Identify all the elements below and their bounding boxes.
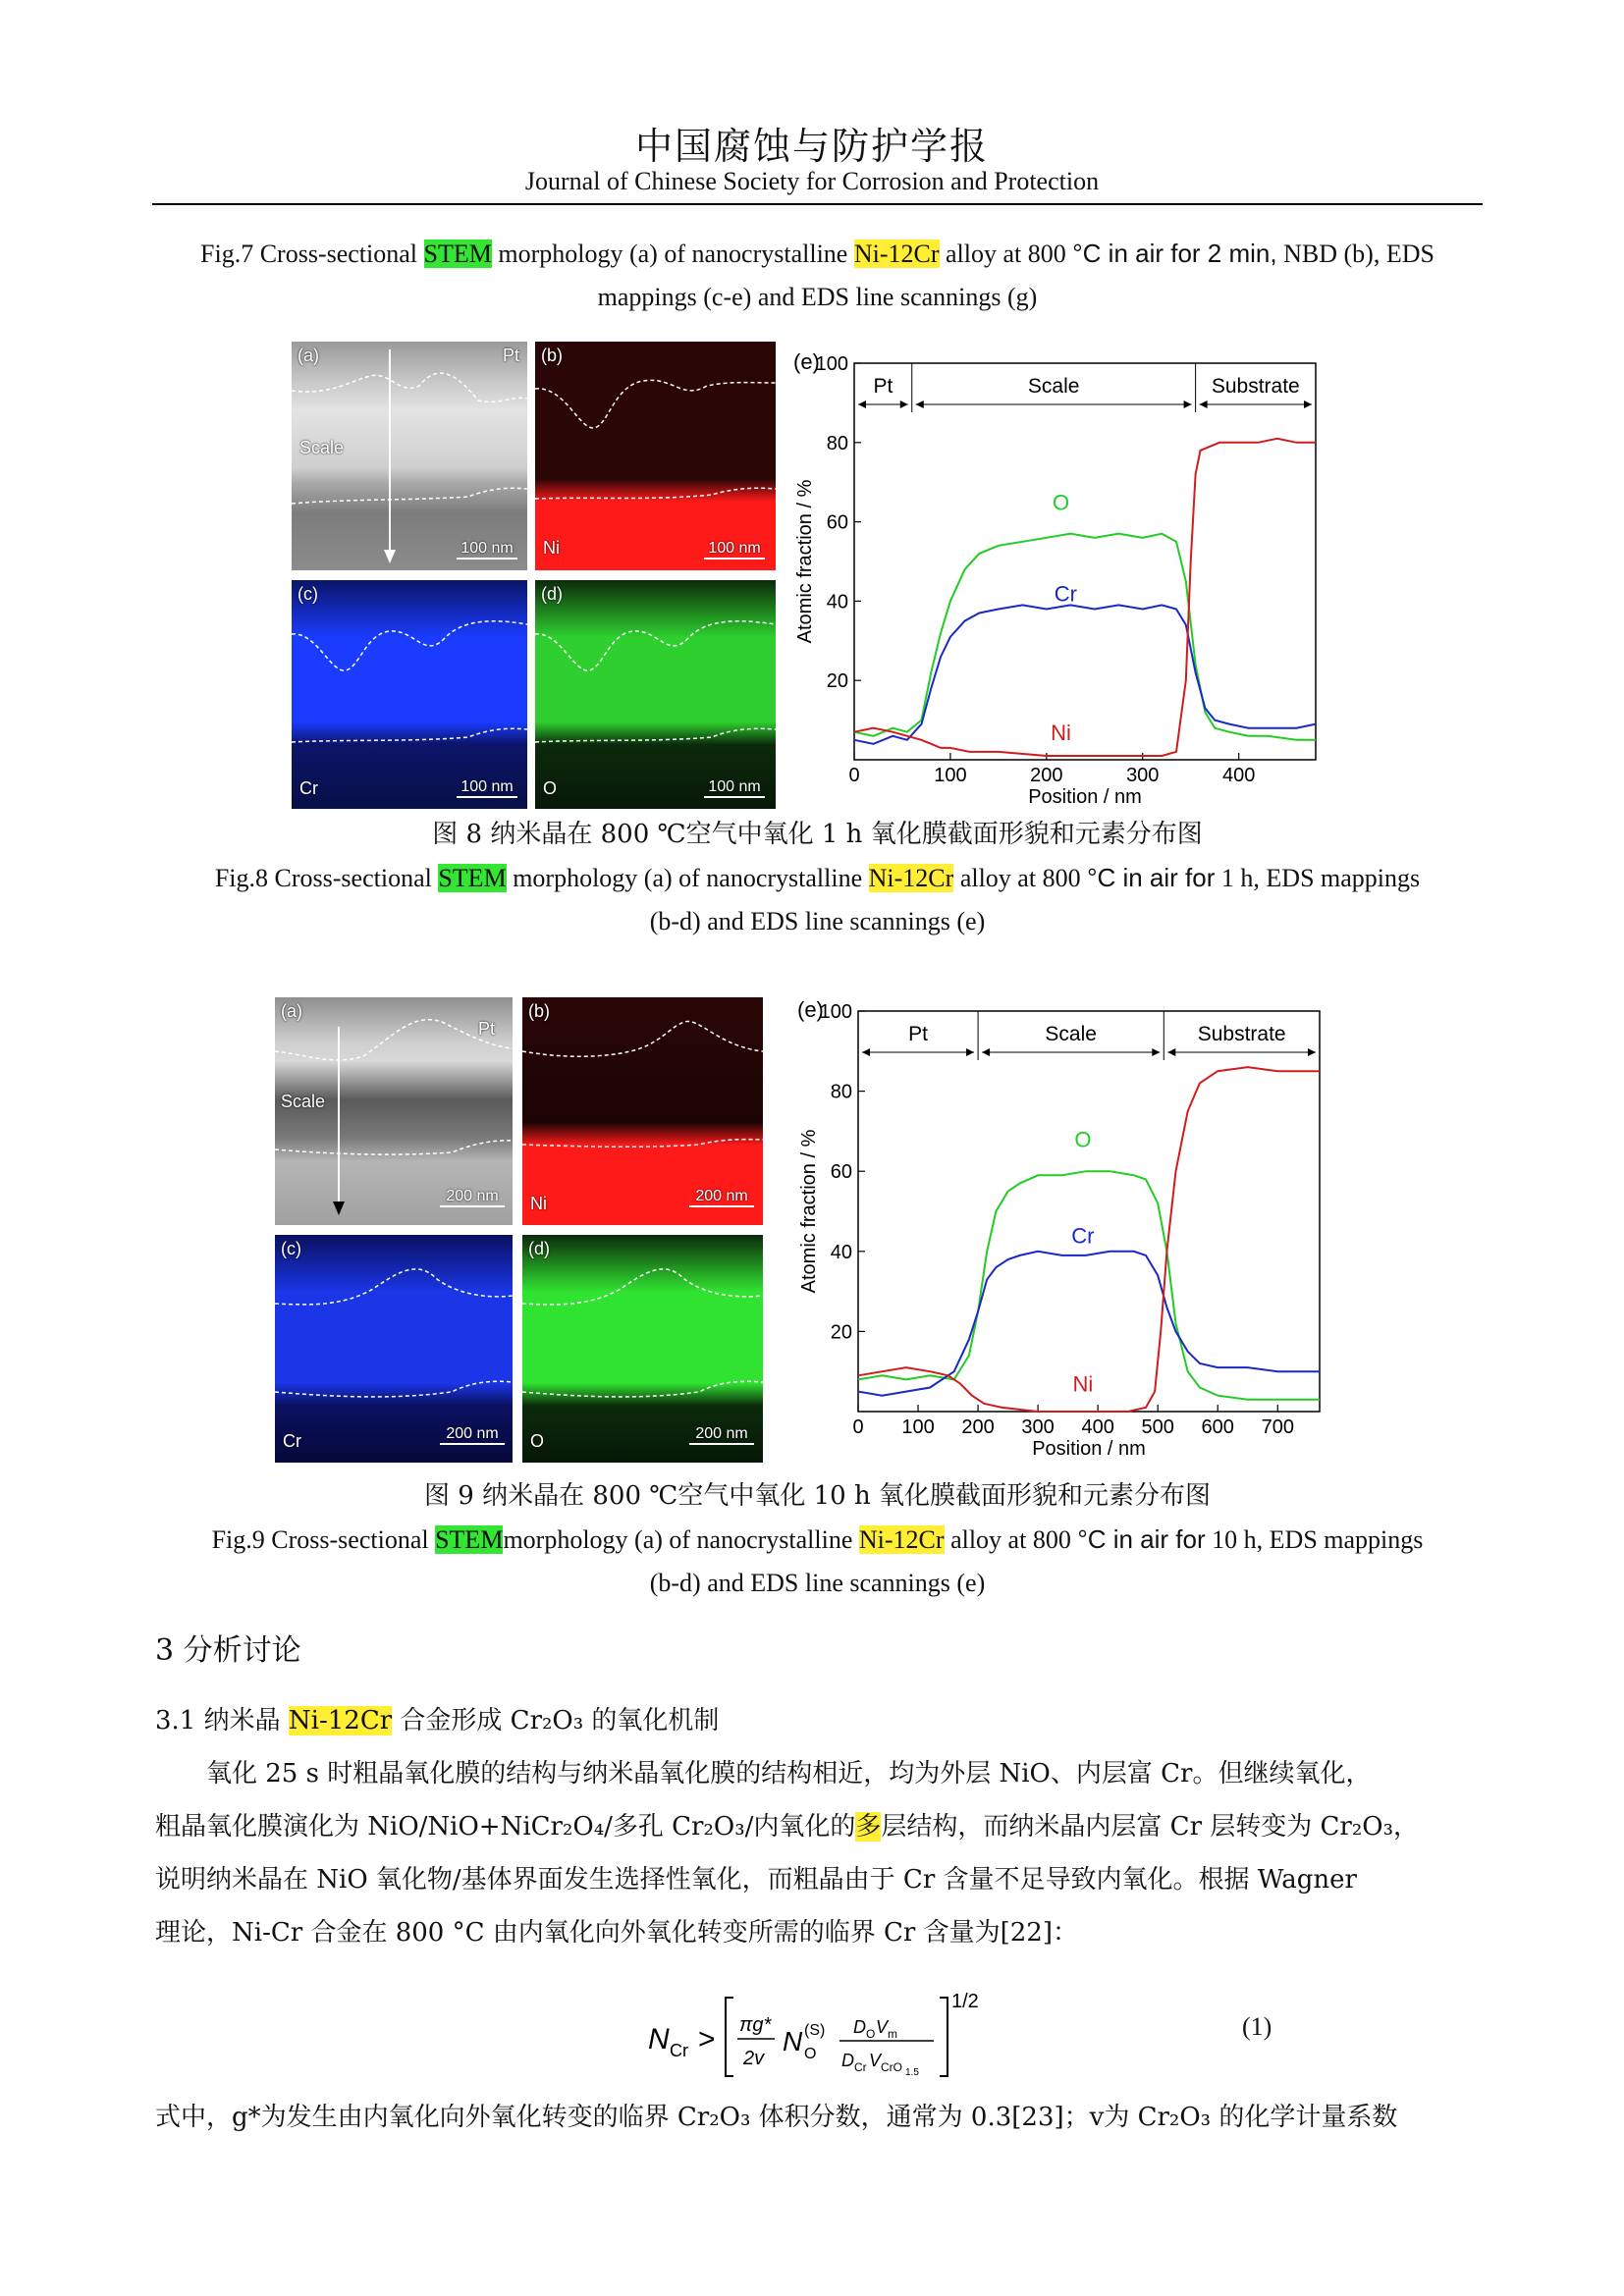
section-heading: 3 分析讨论 — [155, 1633, 301, 1668]
region-arrow-head — [1184, 400, 1192, 408]
x-tick-label: 100 — [901, 1416, 935, 1438]
panel-label-b: (b) — [528, 1001, 550, 1021]
label-pt: Pt — [502, 346, 519, 365]
svg-text:V: V — [869, 2051, 882, 2070]
x-tick-label: 300 — [1021, 1416, 1055, 1438]
svg-text:N: N — [783, 2026, 803, 2056]
svg-text:Cr: Cr — [670, 2041, 688, 2060]
series-line-o — [858, 1171, 1320, 1400]
y-tick-label: 80 — [830, 1081, 852, 1103]
journal-title-cn: 中国腐蚀与防护学报 — [634, 125, 989, 168]
region-label-scale: Scale — [1027, 375, 1080, 398]
region-label-substrate: Substrate — [1197, 1023, 1286, 1045]
journal-title-en: Journal of Chinese Society for Corrosion and Protection — [524, 167, 1100, 195]
x-tick-label: 0 — [848, 765, 860, 786]
plot-frame — [858, 1011, 1320, 1412]
x-tick-label: 0 — [852, 1416, 864, 1438]
x-tick-label: 200 — [961, 1416, 995, 1438]
label-scale: Scale — [281, 1092, 326, 1111]
y-axis-label: Atomic fraction / % — [794, 479, 816, 644]
label-scale: Scale — [299, 438, 345, 457]
fig9-panel-b-ni-map — [522, 997, 763, 1225]
svg-text:m: m — [888, 2027, 897, 2041]
fig9-panel-c-cr-map — [275, 1235, 513, 1463]
region-label-pt: Pt — [908, 1023, 928, 1045]
svg-text:2v: 2v — [743, 2048, 765, 2069]
label-o: O — [543, 778, 558, 798]
y-tick-label: 80 — [826, 432, 848, 454]
region-arrow-head — [966, 1048, 974, 1056]
x-tick-label: 200 — [1030, 765, 1063, 786]
series-line-cr — [854, 605, 1316, 743]
svg-text:O: O — [804, 2046, 817, 2062]
scale-bar: 100 nm — [457, 778, 517, 798]
svg-text:V: V — [876, 2017, 889, 2037]
scale-bar: 200 nm — [440, 1425, 505, 1445]
scale-bar: 100 nm — [704, 778, 765, 798]
region-arrow-head — [1308, 1048, 1316, 1056]
highlight-stem: STEM — [438, 864, 507, 892]
paragraph-line-4: 理论，Ni-Cr 合金在 800 °C 由内氧化向外氧化转变所需的临界 Cr 含量为[22]： — [155, 1918, 1078, 1948]
svg-text:D: D — [841, 2051, 854, 2070]
panel-label-e: (e) — [793, 349, 820, 374]
highlight-stem: STEM — [435, 1525, 504, 1554]
x-axis-label: Position / nm — [1032, 1438, 1146, 1460]
fig9-line-scan-chart — [762, 995, 1351, 1467]
series-label-cr: Cr — [1071, 1223, 1095, 1249]
label-cr: Cr — [299, 778, 318, 798]
x-tick-label: 300 — [1126, 765, 1160, 786]
panel-label-d: (d) — [528, 1239, 550, 1258]
paragraph-line-2: 粗晶氧化膜演化为 NiO/NiO+NiCr₂O₄/多孔 Cr₂O₃/内氧化的多层结构，而纳米晶内层富 Cr 层转变为 Cr₂O₃， — [155, 1812, 1420, 1842]
fig9-caption-en: Fig.9 Cross-sectional STEMmorphology (a) of nanocrystalline Ni-12Cr alloy at 800 °C in air for 10 h, EDS mappings (b-d) and EDS line scannings (e) — [211, 1524, 1424, 1597]
y-tick-label: 60 — [826, 511, 848, 534]
panel-label-d: (d) — [541, 584, 563, 604]
y-tick-label: 40 — [830, 1241, 852, 1263]
panel-label-c: (c) — [281, 1239, 301, 1258]
label-ni: Ni — [543, 538, 560, 558]
series-line-o — [854, 534, 1316, 740]
fig8-panel-c-cr-map — [292, 580, 527, 809]
region-arrow-head — [1304, 400, 1312, 408]
svg-text:(S): (S) — [804, 2022, 826, 2039]
label-cr: Cr — [283, 1431, 301, 1451]
svg-text:CrO: CrO — [881, 2060, 902, 2074]
fig9-caption-cn: 图 9 纳米晶在 800 ℃空气中氧化 10 h 氧化膜截面形貌和元素分布图 — [424, 1481, 1211, 1511]
svg-text:>: > — [698, 2023, 716, 2056]
y-tick-label: 100 — [815, 353, 848, 375]
paragraph-line-1: 氧化 25 s 时粗晶氧化膜的结构与纳米晶氧化膜的结构相近，均为外层 NiO、内层富 Cr。但继续氧化， — [206, 1759, 1372, 1789]
scale-bar: 200 nm — [440, 1188, 505, 1207]
svg-text:πg*: πg* — [739, 2014, 772, 2036]
plot-frame — [854, 363, 1316, 760]
region-arrow-head — [1200, 400, 1208, 408]
region-arrow-head — [1152, 1048, 1160, 1056]
panel-label-e: (e) — [797, 997, 824, 1022]
region-arrow-head — [1167, 1048, 1175, 1056]
fig9-stem-panels — [275, 997, 763, 1463]
y-tick-label: 60 — [830, 1161, 852, 1184]
series-label-ni: Ni — [1051, 720, 1071, 745]
x-axis-label: Position / nm — [1028, 786, 1142, 808]
paragraph-line-3: 说明纳米晶在 NiO 氧化物/基体界面发生选择性氧化，而粗晶由于 Cr 含量不足导致内氧化。根据 Wagner — [155, 1865, 1357, 1895]
y-tick-label: 20 — [830, 1321, 852, 1344]
highlight-stem: STEM — [423, 240, 492, 268]
panel-label-a: (a) — [298, 346, 319, 365]
svg-text:Cr: Cr — [854, 2060, 867, 2074]
series-label-ni: Ni — [1072, 1371, 1094, 1397]
label-o: O — [530, 1431, 545, 1451]
equation-1 — [643, 1978, 1016, 2086]
svg-text:O: O — [866, 2027, 876, 2041]
series-label-cr: Cr — [1054, 581, 1078, 607]
fig8-panel-d-o-map — [535, 580, 776, 809]
x-tick-label: 400 — [1081, 1416, 1114, 1438]
header-rule — [152, 203, 1483, 205]
fig8-panel-a — [292, 342, 527, 570]
panel-label-b: (b) — [541, 346, 563, 365]
y-tick-label: 40 — [826, 591, 848, 614]
fig8-stem-panels — [292, 342, 776, 809]
fig8-caption-cn: 图 8 纳米晶在 800 ℃空气中氧化 1 h 氧化膜截面形貌和元素分布图 — [432, 820, 1203, 849]
panel-label-c: (c) — [298, 584, 318, 604]
equation-number: (1) — [1242, 2012, 1272, 2041]
y-tick-label: 20 — [826, 670, 848, 693]
svg-text:N: N — [648, 2023, 670, 2056]
label-pt: Pt — [477, 1019, 495, 1039]
x-tick-label: 700 — [1261, 1416, 1294, 1438]
x-tick-label: 600 — [1201, 1416, 1234, 1438]
scale-bar: 100 nm — [457, 540, 517, 560]
fig7-caption: Fig.7 Cross-sectional STEM morphology (a) of nanocrystalline Ni-12Cr alloy at 800 °C in air for 2 min, NBD (b), EDS mappings (c-e) and EDS line scannings (g) — [200, 239, 1435, 311]
label-ni: Ni — [530, 1194, 547, 1213]
highlight-alloy: Ni-12Cr — [858, 1525, 945, 1554]
y-tick-label: 100 — [819, 1001, 852, 1023]
paragraph-line-5: 式中，g*为发生由内氧化向外氧化转变的临界 Cr₂O₃ 体积分数，通常为 0.3[23]；v为 Cr₂O₃ 的化学计量系数 — [155, 2103, 1398, 2132]
series-label-o: O — [1074, 1127, 1092, 1152]
svg-text:1.5: 1.5 — [905, 2067, 919, 2078]
series-label-o: O — [1052, 490, 1070, 515]
highlight-alloy: Ni-12Cr — [853, 240, 940, 268]
scale-bar: 200 nm — [689, 1188, 754, 1207]
svg-text:1/2: 1/2 — [951, 1991, 979, 2012]
svg-text:D: D — [853, 2017, 866, 2037]
region-label-scale: Scale — [1045, 1023, 1097, 1045]
x-tick-label: 500 — [1141, 1416, 1174, 1438]
x-tick-label: 400 — [1221, 765, 1256, 786]
scale-bar: 100 nm — [704, 540, 765, 560]
region-arrow-head — [862, 1048, 870, 1056]
x-tick-label: 100 — [934, 765, 967, 786]
subsection-heading: 3.1 纳米晶 Ni-12Cr 合金形成 Cr₂O₃ 的氧化机制 — [155, 1706, 720, 1735]
highlight-alloy: Ni-12Cr — [288, 1706, 393, 1735]
fig9-panel-a — [275, 997, 513, 1225]
y-axis-label: Atomic fraction / % — [798, 1129, 820, 1294]
region-arrow-head — [916, 400, 924, 408]
highlight-alloy: Ni-12Cr — [868, 864, 954, 892]
region-label-substrate: Substrate — [1211, 375, 1300, 398]
region-label-pt: Pt — [873, 375, 893, 398]
region-arrow-head — [858, 400, 866, 408]
region-arrow-head — [982, 1048, 990, 1056]
fig8-line-scan-chart — [776, 349, 1345, 811]
scale-bar: 200 nm — [689, 1425, 754, 1445]
region-arrow-head — [900, 400, 908, 408]
fig8-caption-en: Fig.8 Cross-sectional STEM morphology (a) of nanocrystalline Ni-12Cr alloy at 800 °C in air for 1 h, EDS mappings (b-d) and EDS line scannings (e) — [214, 863, 1421, 935]
panel-label-a: (a) — [281, 1001, 302, 1021]
fig8-panel-b-ni-map — [535, 342, 776, 570]
fig9-panel-d-o-map — [522, 1235, 763, 1463]
